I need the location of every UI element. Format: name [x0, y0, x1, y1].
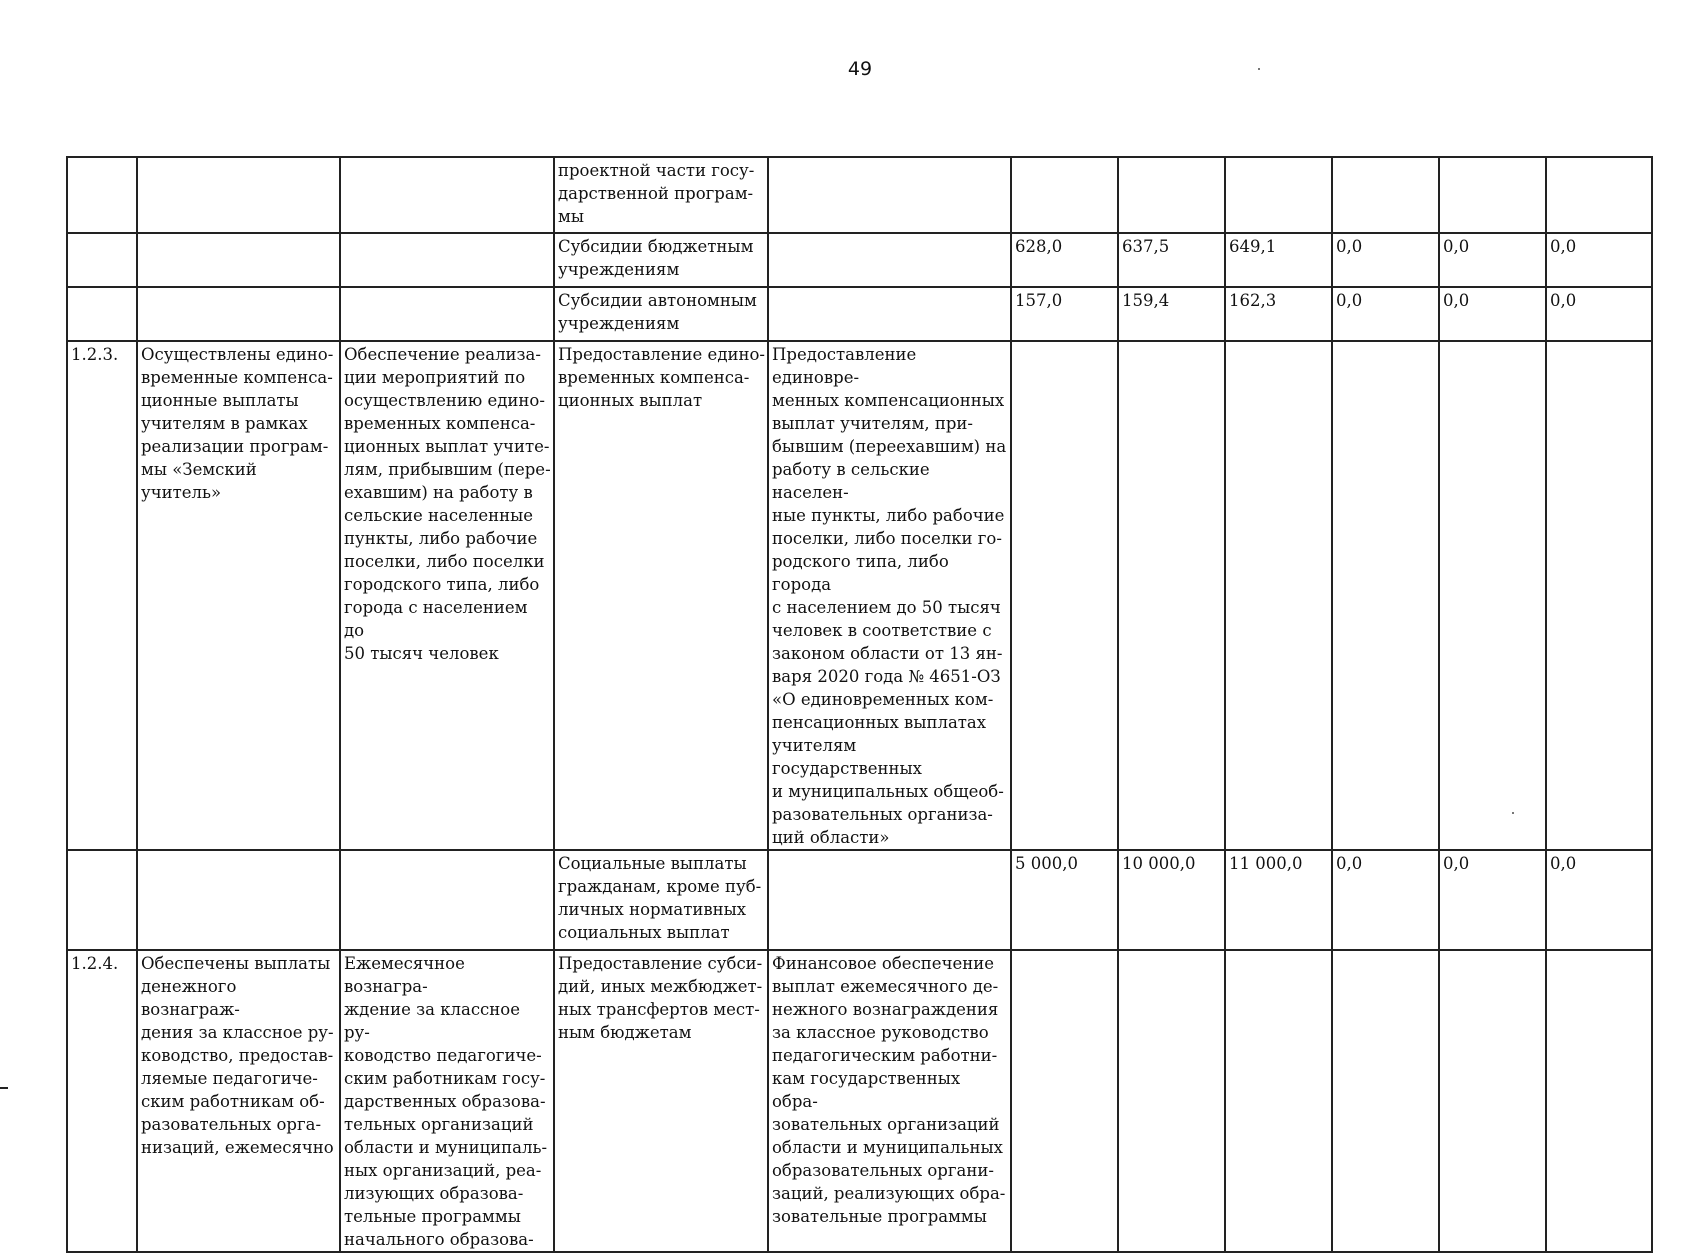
- cell-value-5: [1439, 950, 1546, 1252]
- cell-expense-type: Субсидии бюджетным учреждениям: [554, 233, 768, 287]
- cell-value-3: [1225, 950, 1332, 1252]
- cell-value-2: 159,4: [1118, 287, 1225, 341]
- cell-result: [137, 233, 340, 287]
- cell-value-6: [1546, 341, 1652, 850]
- cell-expense-type: Предоставление субси- дий, иных межбюджет- ных трансфертов мест- ным бюджетам: [554, 950, 768, 1252]
- cell-number: [67, 850, 137, 950]
- table-row: [67, 157, 1652, 233]
- cell-value-1: [1011, 157, 1118, 233]
- cell-value-3: 649,1: [1225, 233, 1332, 287]
- cell-value-4: [1332, 950, 1439, 1252]
- cell-description: Финансовое обеспечение выплат ежемесячного де- нежного вознаграждения за классное руководство педагогическим работни- кам государственных обра- зовательных организаций области и муниципальных образовательных органи- заций, реализующих обра- зовательные программы: [768, 950, 1011, 1252]
- cell-value-2: [1118, 157, 1225, 233]
- cell-description: [768, 287, 1011, 341]
- table-row: [67, 233, 1652, 287]
- cell-value-5: 0,0: [1439, 287, 1546, 341]
- cell-result: Обеспечены выплаты денежного вознаграж- дения за классное ру- ководство, предостав- ляемые педагогиче- ским работникам об- разовательных орга- низаций, ежемесячно: [137, 950, 340, 1252]
- cell-value-3: 162,3: [1225, 287, 1332, 341]
- cell-value-2: 637,5: [1118, 233, 1225, 287]
- cell-value-1: 157,0: [1011, 287, 1118, 341]
- cell-number: 1.2.4.: [67, 950, 137, 1252]
- table-row: [67, 950, 1652, 1252]
- cell-value-1: 628,0: [1011, 233, 1118, 287]
- cell-activity: [340, 287, 554, 341]
- cell-value-4: 0,0: [1332, 287, 1439, 341]
- cell-description: [768, 850, 1011, 950]
- cell-number: 1.2.3.: [67, 341, 137, 850]
- cell-result: [137, 850, 340, 950]
- cell-expense-type: Социальные выплаты гражданам, кроме пуб- личных нормативных социальных выплат: [554, 850, 768, 950]
- cell-expense-type: проектной части госу- дарственной програм- мы: [554, 157, 768, 233]
- table-row: [67, 287, 1652, 341]
- cell-value-6: 0,0: [1546, 233, 1652, 287]
- cell-result: Осуществлены едино- временные компенса- ционные выплаты учителям в рамках реализации програм- мы «Земский учитель»: [137, 341, 340, 850]
- cell-result: [137, 157, 340, 233]
- cell-value-6: [1546, 950, 1652, 1252]
- cell-number: [67, 233, 137, 287]
- page-number: 49: [847, 58, 873, 80]
- cell-result: [137, 287, 340, 341]
- cell-value-1: [1011, 341, 1118, 850]
- cell-value-5: [1439, 157, 1546, 233]
- cell-activity: [340, 850, 554, 950]
- cell-expense-type: Предоставление едино- временных компенса- ционных выплат: [554, 341, 768, 850]
- cell-number: [67, 157, 137, 233]
- table-row: [67, 850, 1652, 950]
- cell-value-4: 0,0: [1332, 850, 1439, 950]
- cell-description: Предоставление единовре- менных компенсационных выплат учителям, при- бывшим (переехавшим) на работу в сельские населен- ные пункты, либо рабочие поселки, либо поселки го- родского типа, либо города с населением до 50 тысяч человек в соответствие с законом области от 13 ян- варя 2020 года № 4651-ОЗ «О единовременных ком- пенсационных выплатах учителям государственных и муниципальных общеоб- разовательных организа- ций области»: [768, 341, 1011, 850]
- cell-value-1: 5 000,0: [1011, 850, 1118, 950]
- cell-value-2: 10 000,0: [1118, 850, 1225, 950]
- cell-value-6: 0,0: [1546, 850, 1652, 950]
- cell-value-2: [1118, 341, 1225, 850]
- cell-description: [768, 157, 1011, 233]
- table-row: [67, 341, 1652, 850]
- cell-activity: Ежемесячное вознагра- ждение за классное ру- ководство педагогиче- ским работникам госу- дарственных образова- тельных организаций области и муниципаль- ных организаций, реа- лизующих образова- тельные программы начального образова-: [340, 950, 554, 1252]
- cell-expense-type: Субсидии автономным учреждениям: [554, 287, 768, 341]
- cell-value-5: [1439, 341, 1546, 850]
- cell-value-2: [1118, 950, 1225, 1252]
- cell-value-4: 0,0: [1332, 233, 1439, 287]
- cell-value-4: [1332, 341, 1439, 850]
- cell-value-6: 0,0: [1546, 287, 1652, 341]
- cell-value-5: 0,0: [1439, 233, 1546, 287]
- cell-activity: [340, 233, 554, 287]
- cell-value-5: 0,0: [1439, 850, 1546, 950]
- cell-value-6: [1546, 157, 1652, 233]
- cell-value-3: 11 000,0: [1225, 850, 1332, 950]
- cell-number: [67, 287, 137, 341]
- cell-value-3: [1225, 341, 1332, 850]
- scan-edge-mark: [0, 1087, 8, 1089]
- program-table: [66, 156, 1653, 1253]
- cell-value-4: [1332, 157, 1439, 233]
- cell-value-1: [1011, 950, 1118, 1252]
- cell-activity: Обеспечение реализа- ции мероприятий по осуществлению едино- временных компенса- ционных выплат учите- лям, прибывшим (пере- ехавшим) на работу в сельские населенные пункты, либо рабочие поселки, либо поселки городского типа, либо города с населением до 50 тысяч человек: [340, 341, 554, 850]
- cell-description: [768, 233, 1011, 287]
- cell-value-3: [1225, 157, 1332, 233]
- scan-speck: [1258, 68, 1260, 70]
- cell-activity: [340, 157, 554, 233]
